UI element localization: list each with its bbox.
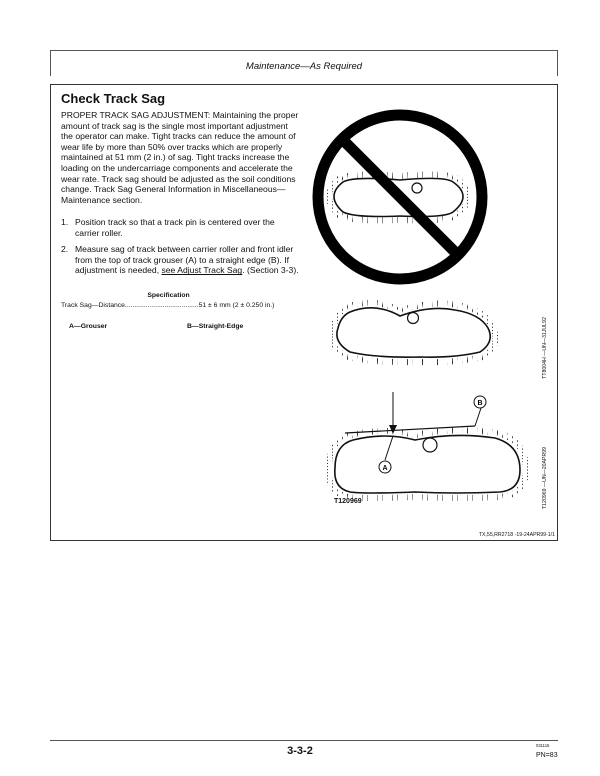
- figure-id-upper: TT8004H —UN—31JUL92: [542, 317, 548, 379]
- step-text-start: Measure sag of track between carrier roller and front idler from the top of track grouser (A) to a straight edge (B). If adjustment is needed,: [75, 244, 294, 276]
- step-text-end: . (Section 3-3).: [242, 265, 299, 276]
- step-text: Position track so that a track pin is centered over the carrier roller.: [75, 217, 275, 238]
- no-tight-track-icon: [318, 115, 482, 279]
- document-code: TX,55,RR2718 -19-24APR99-1/1: [478, 532, 555, 538]
- adjust-track-sag-link[interactable]: see Adjust Track Sag: [161, 265, 243, 276]
- legend-straight-edge: B—Straight-Edge: [187, 323, 244, 330]
- specification-heading: Specification: [147, 292, 190, 299]
- step-item: [61, 244, 301, 276]
- step-text: [75, 244, 301, 276]
- specification-row: Track Sag—Distance.......................................51 ± 6 mm (2 ± 0.250 in.): [61, 302, 275, 309]
- track-sag-illustration: [305, 100, 555, 530]
- footer-rule: [50, 740, 558, 741]
- section-title: Check Track Sag: [61, 91, 166, 106]
- pn-number: PN=83: [536, 752, 558, 759]
- legend-grouser: A—Grouser: [69, 323, 108, 330]
- step-item: [61, 217, 301, 238]
- figure-label: T120969: [334, 498, 362, 505]
- step-number: 1.: [61, 217, 69, 227]
- sag-measurement-diagram: [329, 392, 526, 498]
- callout-a: A: [382, 465, 388, 472]
- step-number: 2.: [61, 244, 69, 255]
- step-list: [61, 217, 301, 282]
- intro-paragraph: PROPER TRACK SAG ADJUSTMENT: Maintaining the proper amount of track sag is the single most important adjustment the operator can make. Tight tracks can reduce the amount of wear life by more than 50% over tracks which are properly maintained at 51 mm (2 in.) of sag. Tight tracks increase the loading on the undercarriage components and accelerate the wear rate. Track sag should be adjusted as the soil conditions change. Track Sag General Information in Miscellaneous—Maintenance section.: [61, 110, 299, 205]
- figure-id-lower: T120969 —UN—20APR99: [542, 447, 548, 509]
- running-head: Maintenance—As Required: [245, 61, 363, 72]
- page-number: 3-3-2: [287, 745, 313, 757]
- correct-track-sag-icon: [332, 303, 496, 362]
- page-small-code: 031115: [536, 743, 550, 748]
- callout-b: B: [477, 400, 483, 407]
- header-rule: [50, 50, 558, 51]
